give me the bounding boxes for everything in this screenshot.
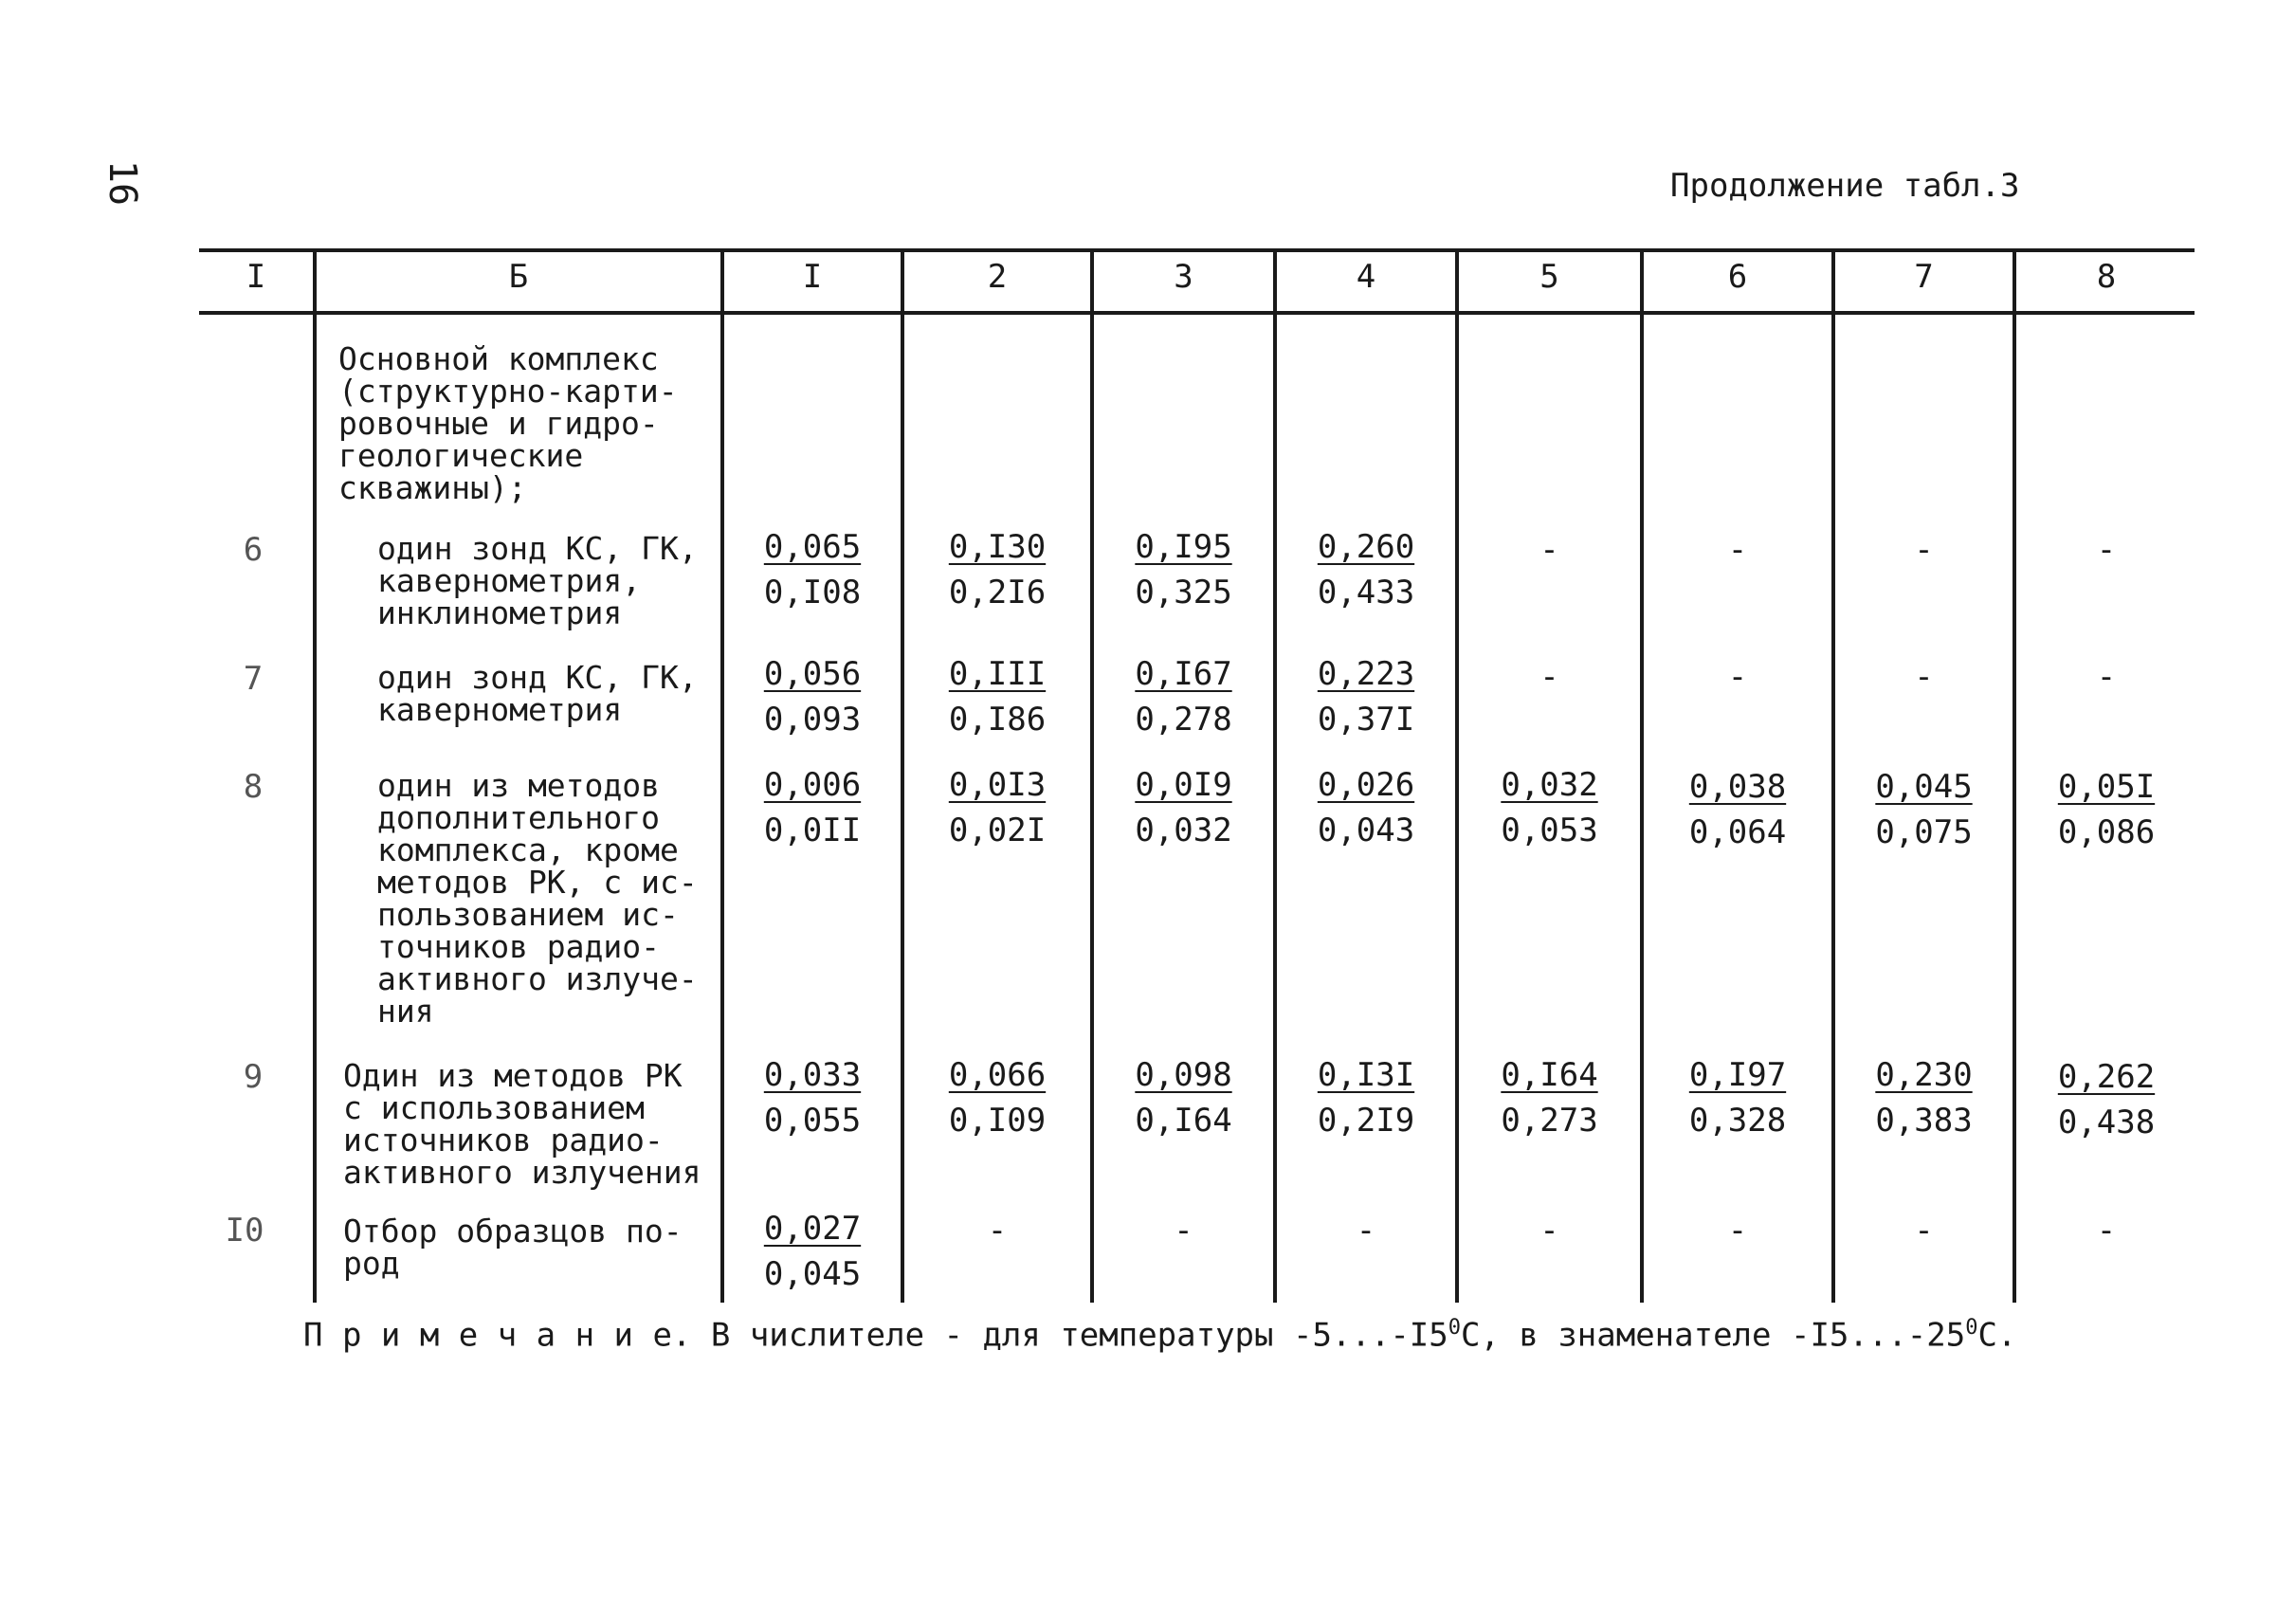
- row-description: один зонд КС, ГК, кавернометрия, инклинометрия: [377, 530, 698, 631]
- table-cell: 0,038 0,064: [1688, 768, 1787, 851]
- empty-cell-dash: -: [1914, 1212, 1934, 1250]
- table-cell: 0,027 0,045: [763, 1210, 862, 1293]
- table-caption: Продолжение табл.3: [1670, 167, 2020, 205]
- empty-cell-dash: -: [1914, 658, 1934, 696]
- table-top-rule: [199, 248, 2195, 252]
- table-cell: 0,I67 0,278: [1135, 655, 1232, 739]
- row-description: Один из методов РК с использованием источников радио- активного излучения: [343, 1057, 701, 1191]
- degree-superscript: 0: [1448, 1316, 1461, 1340]
- table-cell: 0,098 0,I64: [1135, 1056, 1232, 1140]
- note-label: П р и м е ч а н и е.: [303, 1316, 692, 1355]
- table-cell: 0,056 0,093: [763, 655, 862, 739]
- table-cell: 0,05I 0,086: [2057, 768, 2156, 851]
- row-description: Отбор образцов по- род: [343, 1213, 683, 1282]
- table-cell: 0,033 0,055: [763, 1056, 862, 1140]
- table-cell: 0,223 0,37I: [1317, 655, 1415, 739]
- row-description: один зонд КС, ГК, кавернометрия: [377, 659, 698, 728]
- column-divider: [313, 248, 317, 1303]
- table-cell: 0,006 0,0II: [763, 766, 862, 849]
- empty-cell-dash: -: [1174, 1212, 1193, 1250]
- table-cell: 0,026 0,043: [1317, 766, 1415, 849]
- table-cell: 0,032 0,053: [1501, 766, 1598, 849]
- note-text: В числителе - для температуры -5...-I5: [691, 1316, 1448, 1355]
- row-number: I0: [225, 1212, 264, 1250]
- empty-cell-dash: -: [1539, 1212, 1559, 1250]
- table-cell: 0,III 0,I86: [948, 655, 1047, 739]
- empty-cell-dash: -: [1727, 531, 1748, 569]
- table-cell: 0,0I3 0,02I: [948, 766, 1047, 849]
- table-cell: 0,262 0,438: [2057, 1058, 2156, 1141]
- column-header: 4: [1356, 258, 1376, 296]
- empty-cell-dash: -: [2096, 531, 2117, 569]
- empty-cell-dash: -: [987, 1212, 1008, 1250]
- table-cell: 0,I30 0,2I6: [948, 528, 1047, 611]
- empty-cell-dash: -: [1727, 1212, 1748, 1250]
- column-header: Б: [508, 258, 529, 296]
- column-header: I: [246, 258, 266, 296]
- row-number: 9: [243, 1058, 264, 1096]
- group-heading: Основной комплекс (структурно-карти- ровочные и гидро- геологические скважины);: [338, 340, 678, 506]
- column-header: I: [802, 258, 823, 296]
- column-header: 5: [1539, 258, 1559, 296]
- row-number: 8: [243, 768, 264, 806]
- table-cell: 0,I97 0,328: [1688, 1056, 1787, 1140]
- empty-cell-dash: -: [2096, 1212, 2117, 1250]
- table-cell: 0,230 0,383: [1875, 1056, 1973, 1140]
- note-text: С, в знаменателе -I5...-25: [1460, 1316, 1966, 1355]
- page-number: 16: [100, 159, 145, 207]
- table-cell: 0,0I9 0,032: [1135, 766, 1232, 849]
- table-cell: 0,I64 0,273: [1501, 1056, 1598, 1140]
- table-cell: 0,260 0,433: [1317, 528, 1415, 611]
- empty-cell-dash: -: [1914, 531, 1934, 569]
- empty-cell-dash: -: [1539, 531, 1559, 569]
- table-cell: 0,065 0,I08: [763, 528, 862, 611]
- table-note: [303, 1316, 2016, 1354]
- table-cell: 0,066 0,I09: [948, 1056, 1047, 1140]
- row-number: 7: [243, 660, 264, 698]
- column-header: 2: [987, 258, 1008, 296]
- row-number: 6: [243, 531, 264, 569]
- table-cell: 0,045 0,075: [1875, 768, 1973, 851]
- degree-superscript: 0: [1965, 1316, 1978, 1340]
- column-header: 3: [1174, 258, 1193, 296]
- empty-cell-dash: -: [1539, 658, 1559, 696]
- column-header: 8: [2096, 258, 2117, 296]
- empty-cell-dash: -: [2096, 658, 2117, 696]
- empty-cell-dash: -: [1727, 658, 1748, 696]
- table-cell: 0,I3I 0,2I9: [1317, 1056, 1415, 1140]
- note-text: С.: [1977, 1316, 2017, 1355]
- column-header: 7: [1914, 258, 1934, 296]
- column-header: 6: [1727, 258, 1748, 296]
- table-header-rule: [199, 311, 2195, 315]
- table-cell: 0,I95 0,325: [1135, 528, 1232, 611]
- empty-cell-dash: -: [1356, 1212, 1376, 1250]
- row-description: один из методов дополнительного комплекса, кроме методов РК, с ис- пользованием ис- точников радио- активного излуче- ния: [377, 767, 698, 1030]
